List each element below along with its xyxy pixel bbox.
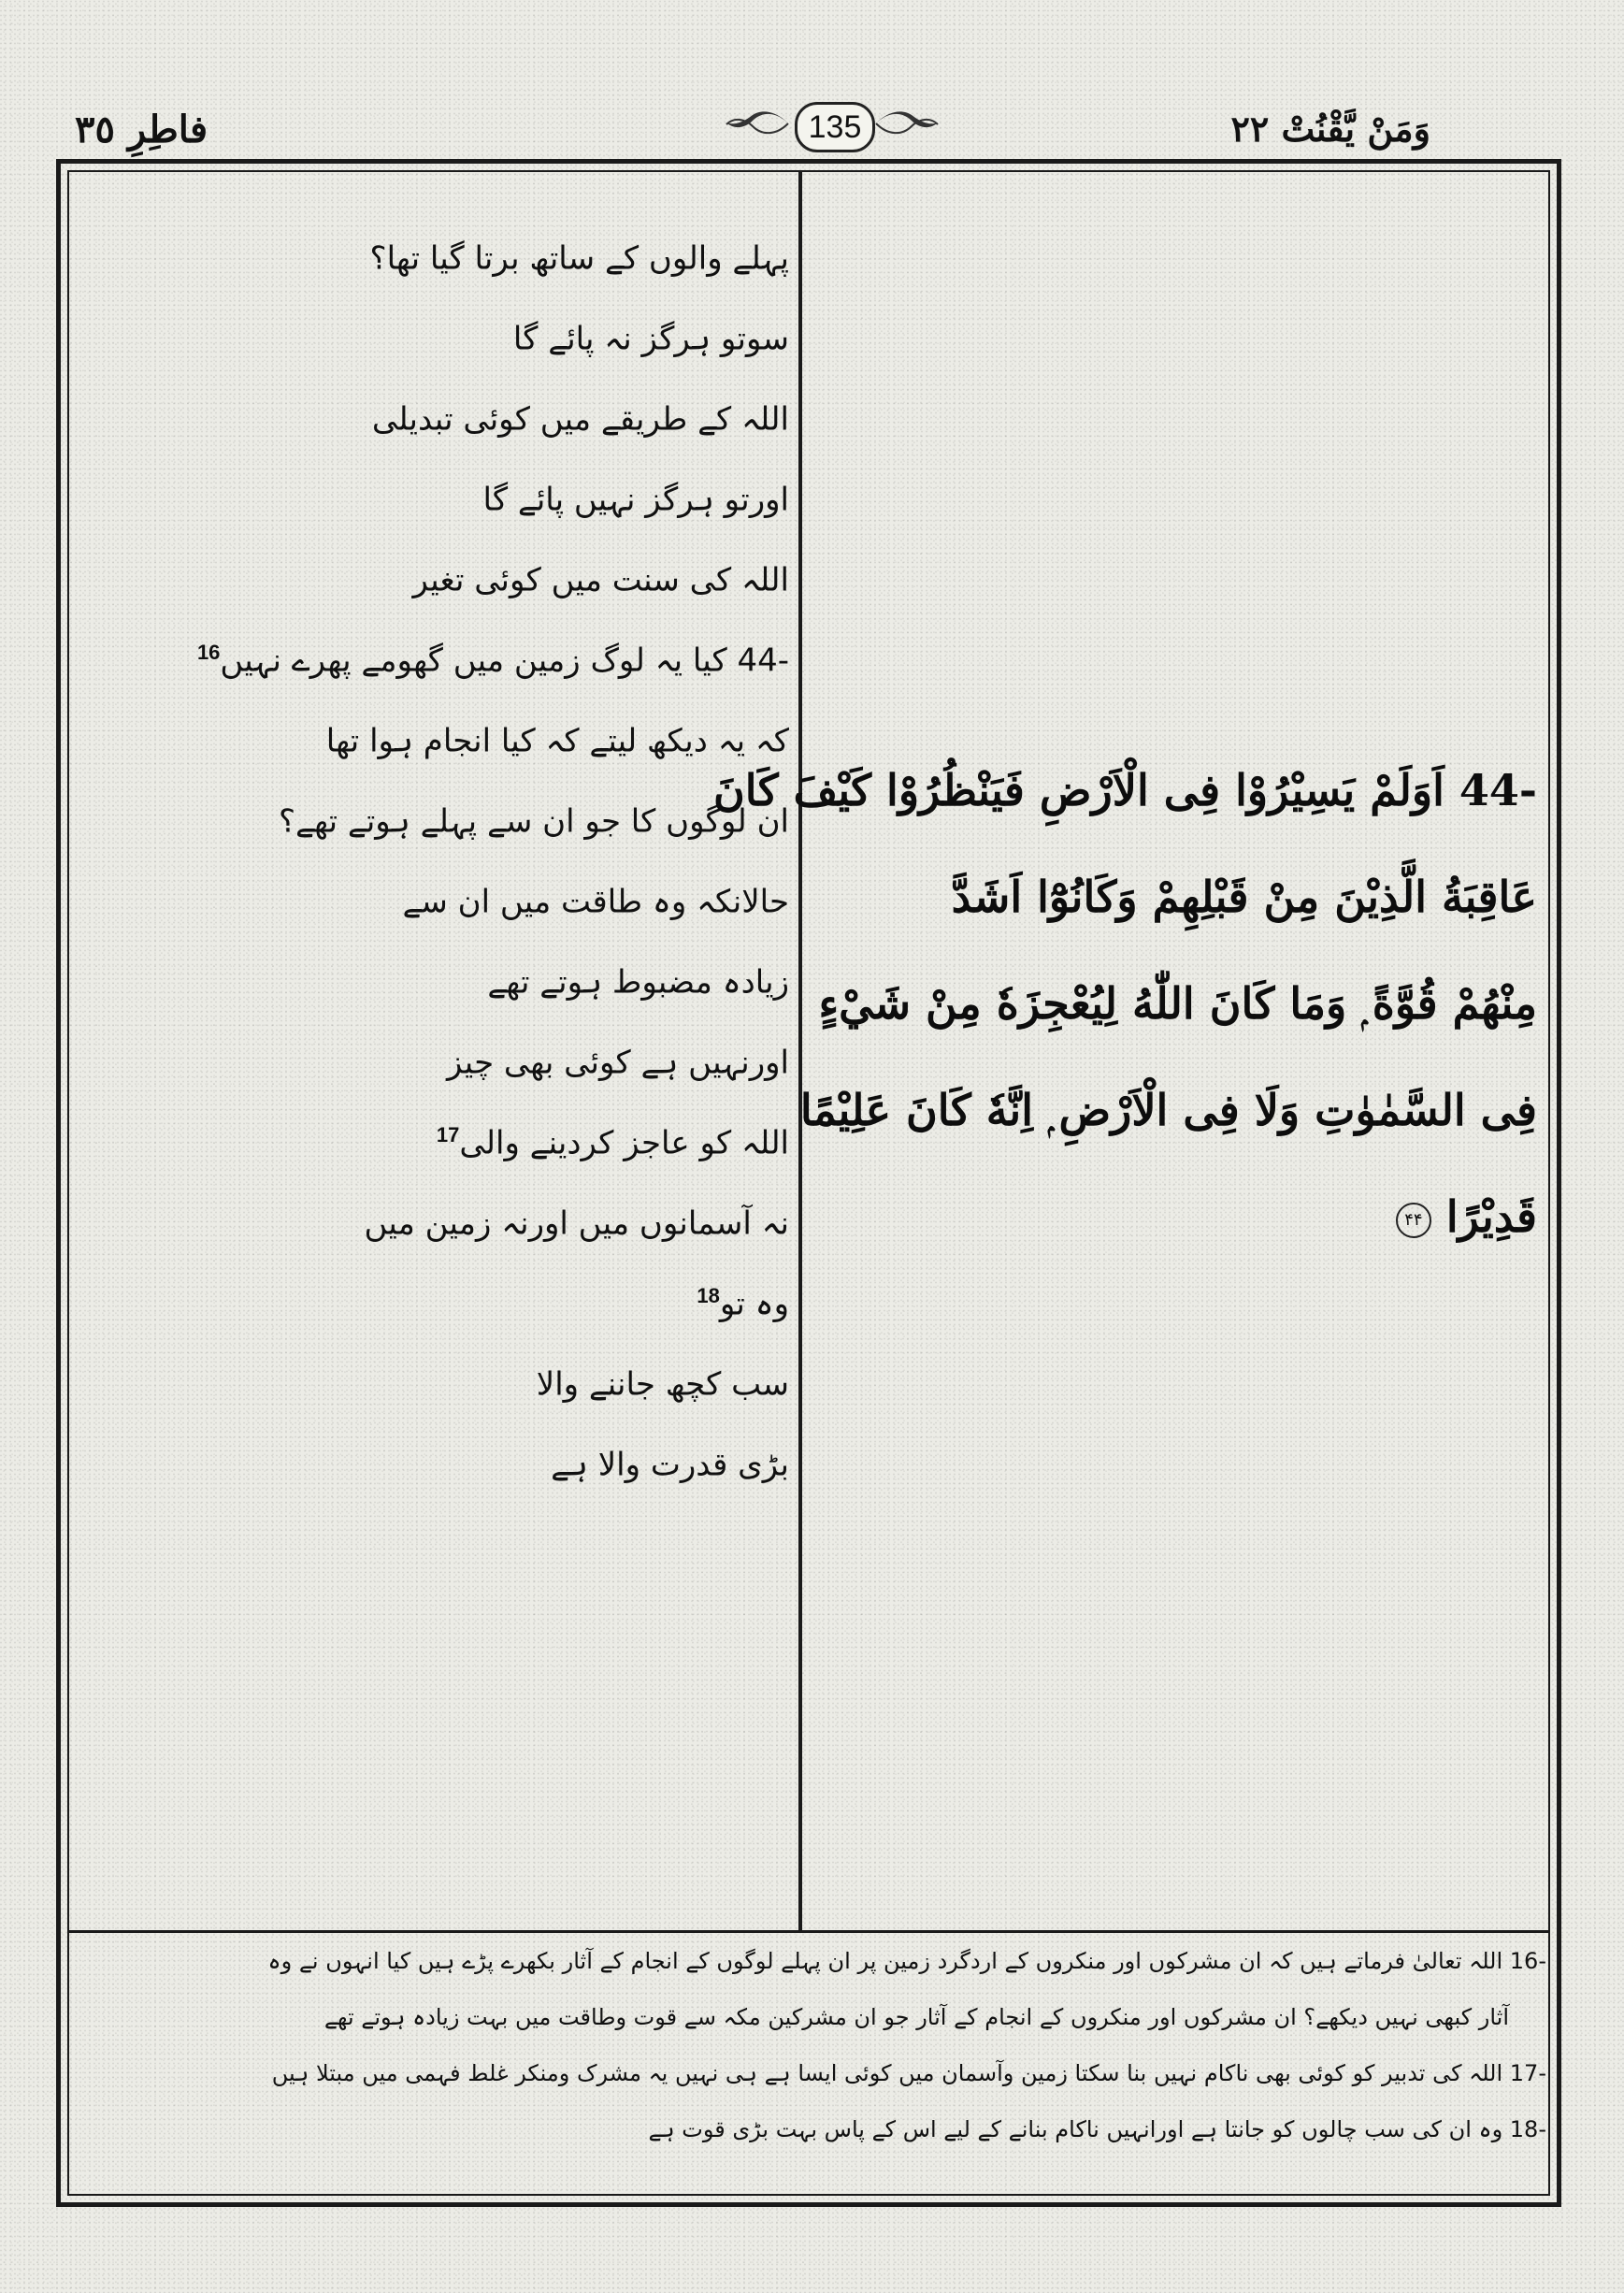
translation-text: بڑی قدرت والا ہے xyxy=(551,1446,789,1484)
translation-text: اللہ کے طریقے میں کوئی تبدیلی xyxy=(371,400,789,439)
arabic-line: فِى السَّمٰوٰتِ وَلَا فِى الْاَرْضِ ۭ اِنَّهٗ كَانَ عَلِيْمًا xyxy=(799,1085,1537,1135)
translation-line xyxy=(181,630,789,711)
ornament-right-icon xyxy=(874,109,940,137)
footnote-divider xyxy=(69,1930,1548,1933)
translation-line xyxy=(181,1274,789,1354)
translation-text: اورتو ہرگز نہیں پائے گا xyxy=(482,481,789,519)
page-header xyxy=(56,89,1571,164)
translation-text: سب کچھ جاننے والا xyxy=(536,1365,789,1404)
page-number-ornament xyxy=(720,98,944,152)
translation-line xyxy=(181,228,789,309)
translation-text: حالانکہ وہ طاقت میں ان سے xyxy=(402,883,789,921)
arabic-line: عَاقِبَةُ الَّذِيْنَ مِنْ قَبْلِهِمْ وَكَانُوْٓا اَشَدَّ xyxy=(951,872,1537,922)
translation-line xyxy=(181,550,789,630)
ayah-end-marker: ۴۴ xyxy=(1396,1203,1431,1238)
footnote-line: -18 وہ ان کی سب چالوں کو جانتا ہے اورانہیں ناکام بنانے کے لیے اس کے پاس بہت بڑی قوت ہے xyxy=(648,2116,1546,2142)
translation-line xyxy=(181,791,789,872)
translation-line xyxy=(181,469,789,550)
arabic-line: مِنْهُمْ قُوَّةً ۭ وَمَا كَانَ اللّٰهُ لِيُعْجِزَهٗ مِنْ شَيْءٍ xyxy=(818,978,1537,1029)
arabic-line: -44 اَوَلَمْ يَسِيْرُوْا فِى الْاَرْضِ فَيَنْظُرُوْا كَيْفَ كَانَ xyxy=(712,765,1537,815)
translation-text: زیادہ مضبوط ہوتے تھے xyxy=(487,963,789,1002)
page-number: 135 xyxy=(795,102,875,152)
translation-text: -44 کیا یہ لوگ زمین میں گھومے پھرے نہیں xyxy=(220,642,789,680)
translation-column xyxy=(181,228,789,1515)
footnote-line: -17 اللہ کی تدبیر کو کوئی بھی ناکام نہیں بنا سکتا زمین وآسمان میں کوئی ایسا ہے ہی نہیں یہ مشرک ومنکر غلط فہمی میں مبتلا ہیں xyxy=(271,2060,1546,2086)
arabic-text: قَدِيْرًا xyxy=(1445,1191,1537,1242)
translation-text: اللہ کو عاجز کردینے والی xyxy=(459,1124,789,1162)
footnote-line: آثار کبھی نہیں دیکھے؟ ان مشرکوں اور منکروں کے انجام کے آثار جو ان مشرکین مکہ سے قوت وطاقت میں بہت زیادہ ہوتے تھے xyxy=(323,2004,1509,2030)
column-divider xyxy=(798,172,802,1930)
translation-text: اورنہیں ہے کوئی بھی چیز xyxy=(447,1044,789,1082)
translation-line xyxy=(181,952,789,1032)
footnote-line: -16 اللہ تعالیٰ فرماتے ہیں کہ ان مشرکوں اور منکروں کے اردگرد زمین پر ان پہلے لوگوں کے انجام کے آثار بکھرے پڑے ہیں کیا انہوں نے وہ xyxy=(267,1948,1546,1974)
translation-text: اللہ کی سنت میں کوئی تغیر xyxy=(412,561,789,599)
page-frame xyxy=(56,159,1561,2207)
page-frame-inner xyxy=(67,170,1550,2196)
juz-title: وَمَنْ يَّقْنُتْ ٢٢ xyxy=(1230,108,1430,150)
footnote-ref: 17 xyxy=(436,1123,460,1146)
translation-text: وہ تو xyxy=(719,1285,789,1323)
translation-text: کہ یہ دیکھ لیتے کہ کیا انجام ہوا تھا xyxy=(325,722,789,760)
translation-line xyxy=(181,872,789,952)
translation-line xyxy=(181,1032,789,1113)
translation-line xyxy=(181,1193,789,1274)
footnote-ref: 16 xyxy=(196,641,221,664)
translation-line xyxy=(181,309,789,389)
arabic-line xyxy=(817,1188,1537,1294)
translation-line xyxy=(181,1113,789,1193)
arabic-column xyxy=(712,761,1537,1294)
translation-text: سوتو ہرگز نہ پائے گا xyxy=(512,320,789,358)
ornament-left-icon xyxy=(725,109,790,137)
translation-text: نہ آسمانوں میں اورنہ زمین میں xyxy=(364,1204,789,1243)
translation-text: ان لوگوں کا جو ان سے پہلے ہوتے تھے؟ xyxy=(278,802,789,841)
translation-line xyxy=(181,1354,789,1435)
surah-title: فاطِرِ ٣٥ xyxy=(75,108,208,151)
translation-line xyxy=(181,1435,789,1515)
footnote-ref: 18 xyxy=(697,1284,720,1307)
translation-line xyxy=(181,711,789,791)
translation-text: پہلے والوں کے ساتھ برتا گیا تھا؟ xyxy=(369,239,789,278)
translation-line xyxy=(181,389,789,469)
footnotes xyxy=(88,1944,1546,2169)
